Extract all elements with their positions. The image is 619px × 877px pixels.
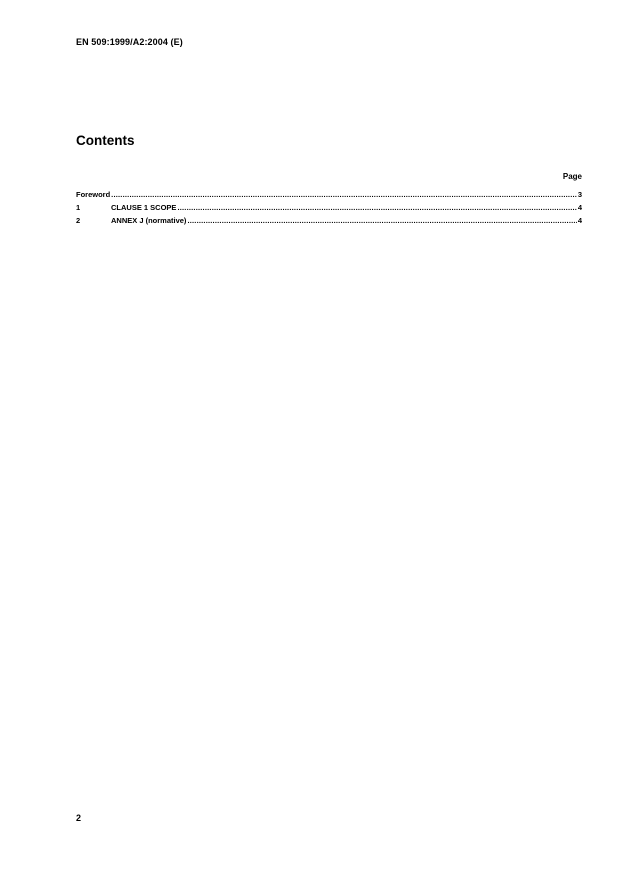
toc-entry-clause-1[interactable] xyxy=(76,203,582,216)
page-column-heading: Page xyxy=(562,172,582,181)
contents-title: Contents xyxy=(76,133,135,148)
toc-leader-dots xyxy=(187,216,576,225)
document-header: EN 509:1999/A2:2004 (E) xyxy=(76,37,183,47)
table-of-contents xyxy=(76,172,582,229)
toc-entry-foreword[interactable] xyxy=(76,190,582,203)
toc-entry-page: 3 xyxy=(577,190,582,199)
toc-entry-number: 2 xyxy=(76,216,81,225)
toc-entry-label: CLAUSE 1 SCOPE xyxy=(111,203,177,212)
toc-entry-number: 1 xyxy=(76,203,81,212)
toc-entry-page: 4 xyxy=(577,203,582,212)
toc-entry-annex-j[interactable] xyxy=(76,216,582,229)
toc-entry-label: Foreword xyxy=(76,190,111,199)
toc-leader-dots xyxy=(177,203,576,212)
toc-entry-label: ANNEX J (normative) xyxy=(111,216,187,225)
toc-leader-dots xyxy=(111,190,577,199)
footer-page-number: 2 xyxy=(76,813,82,823)
toc-entry-page: 4 xyxy=(577,216,582,225)
